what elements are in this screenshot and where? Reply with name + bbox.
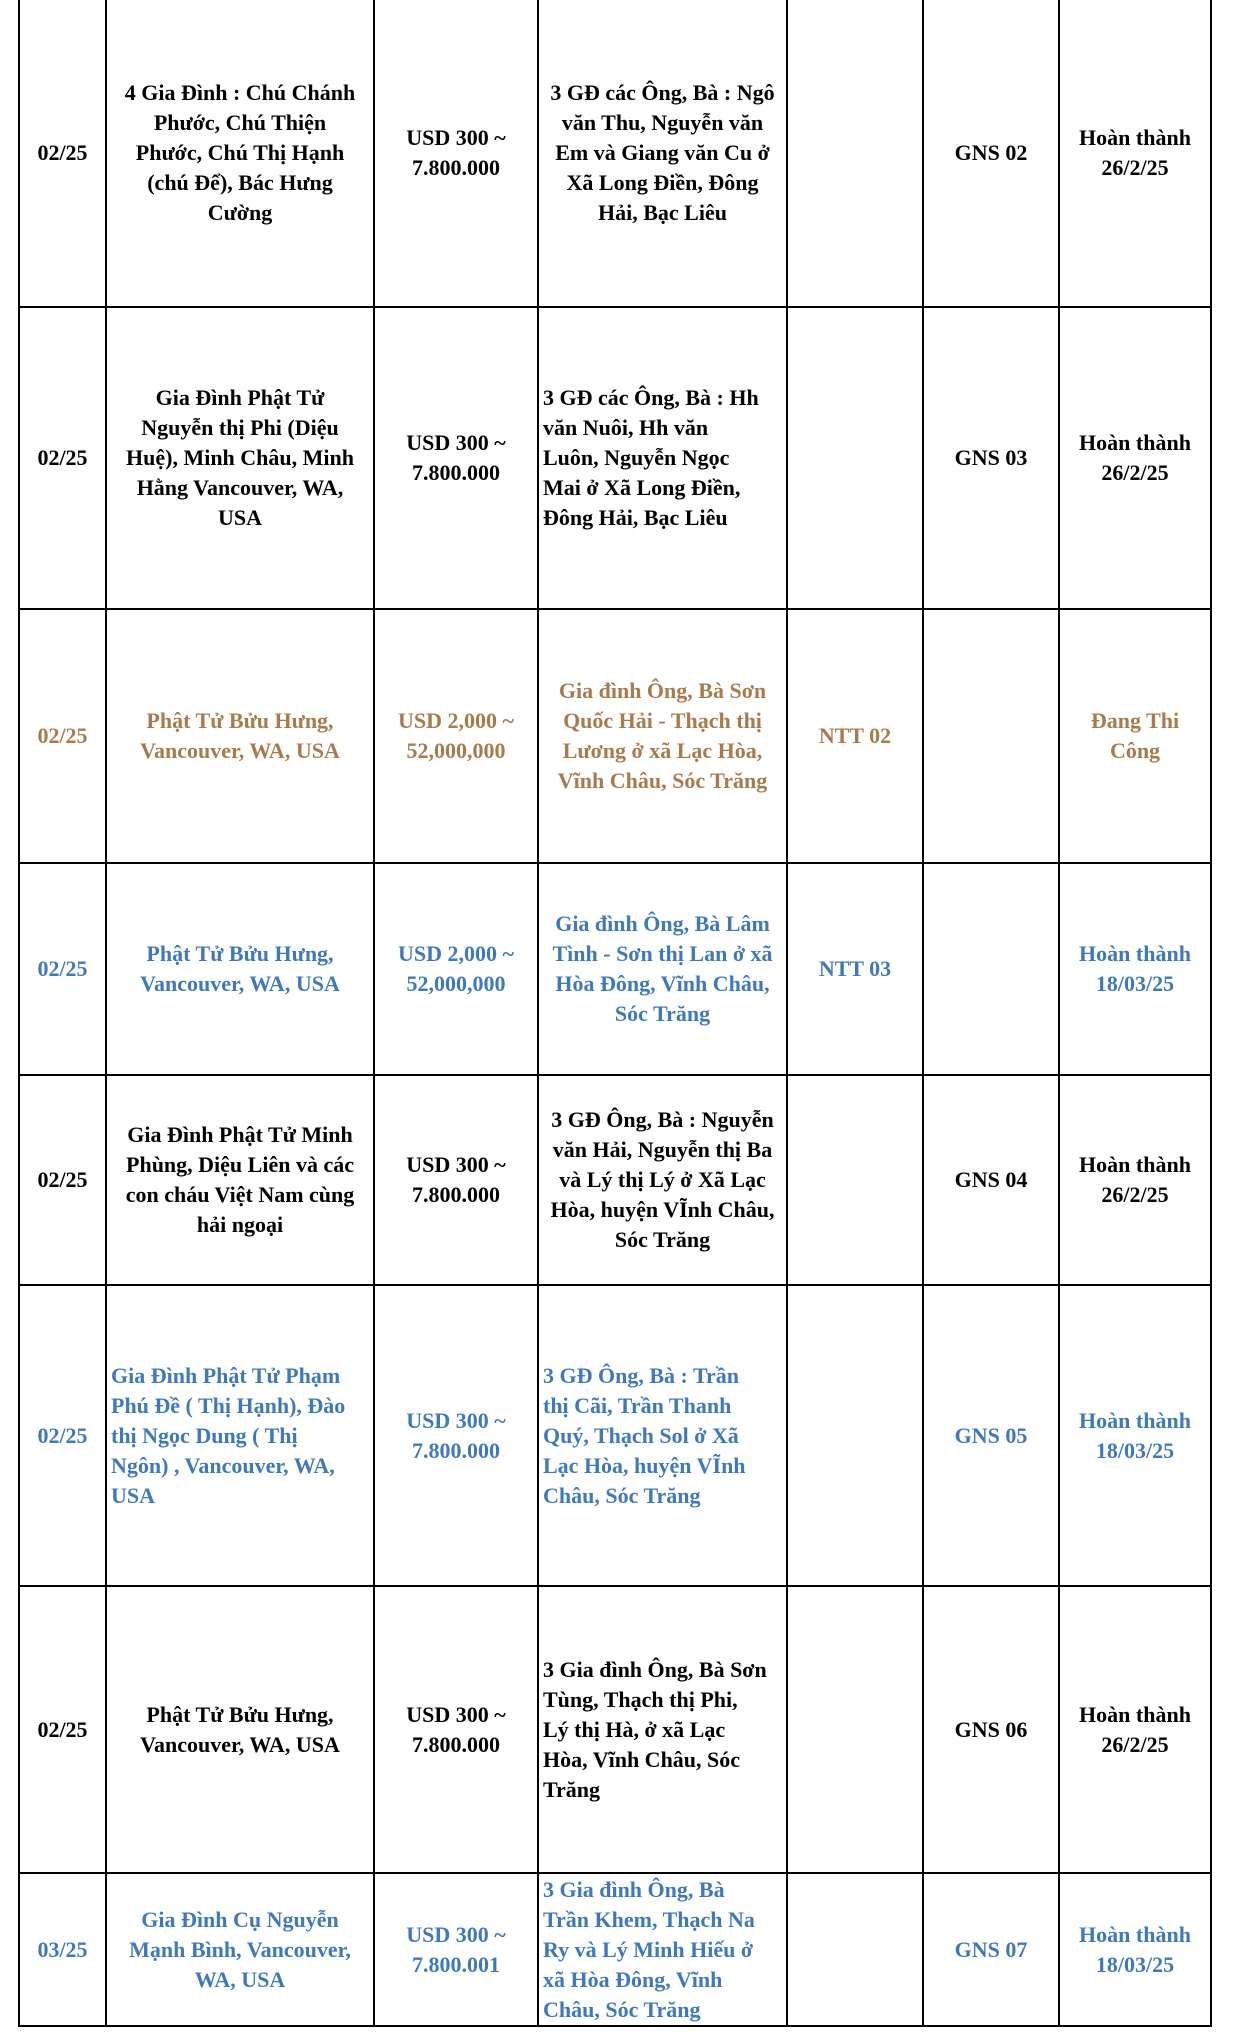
date-cell: 02/25 (19, 609, 106, 863)
status-cell: Hoàn thành 26/2/25 (1059, 1075, 1211, 1285)
recipients-cell: 3 Gia đình Ông, Bà Sơn Tùng, Thạch thị Phi, Lý thị Hà, ở xã Lạc Hòa, Vĩnh Châu, Sóc Trăng (538, 1586, 787, 1873)
gns-code-cell (923, 863, 1059, 1075)
recipients-cell: Gia đình Ông, Bà Sơn Quốc Hải - Thạch thị Lương ở xã Lạc Hòa, Vĩnh Châu, Sóc Trăng (538, 609, 787, 863)
recipients-cell: 3 GĐ các Ông, Bà : Hh văn Nuôi, Hh văn Luôn, Nguyễn Ngọc Mai ở Xã Long Điền, Đông Hải, Bạc Liêu (538, 307, 787, 609)
ntt-code-cell (787, 307, 923, 609)
table-row (19, 0, 1211, 307)
recipients-cell: 3 GĐ Ông, Bà : Nguyễn văn Hải, Nguyễn thị Ba và Lý thị Lý ở Xã Lạc Hòa, huyện VĨnh Châu, Sóc Trăng (538, 1075, 787, 1285)
table-row (19, 307, 1211, 609)
amount-cell: USD 300 ~ 7.800.000 (374, 1285, 538, 1586)
table-row (19, 609, 1211, 863)
gns-code-cell (923, 609, 1059, 863)
date-cell: 02/25 (19, 1586, 106, 1873)
donor-cell: Phật Tử Bửu Hưng, Vancouver, WA, USA (106, 609, 374, 863)
date-cell: 02/25 (19, 1285, 106, 1586)
ntt-code-cell (787, 0, 923, 307)
amount-cell: USD 2,000 ~ 52,000,000 (374, 609, 538, 863)
table-row (19, 863, 1211, 1075)
amount-cell: USD 300 ~ 7.800.001 (374, 1873, 538, 2026)
gns-code-cell: GNS 06 (923, 1586, 1059, 1873)
ntt-code-cell: NTT 02 (787, 609, 923, 863)
status-cell: Hoàn thành 18/03/25 (1059, 863, 1211, 1075)
status-cell: Hoàn thành 26/2/25 (1059, 0, 1211, 307)
ntt-code-cell (787, 1586, 923, 1873)
ntt-code-cell (787, 1075, 923, 1285)
status-cell: Đang Thi Công (1059, 609, 1211, 863)
amount-cell: USD 2,000 ~ 52,000,000 (374, 863, 538, 1075)
ntt-code-cell (787, 1873, 923, 2026)
table-row (19, 1285, 1211, 1586)
table-row (19, 1873, 1211, 2026)
gns-code-cell: GNS 07 (923, 1873, 1059, 2026)
amount-cell: USD 300 ~ 7.800.000 (374, 1075, 538, 1285)
date-cell: 02/25 (19, 307, 106, 609)
ntt-code-cell (787, 1285, 923, 1586)
date-cell: 02/25 (19, 0, 106, 307)
status-cell: Hoàn thành 26/2/25 (1059, 307, 1211, 609)
amount-cell: USD 300 ~ 7.800.000 (374, 307, 538, 609)
recipients-cell: 3 GĐ Ông, Bà : Trần thị Cãi, Trần Thanh Quý, Thạch Sol ở Xã Lạc Hòa, huyện VĨnh Châu, Sóc Trăng (538, 1285, 787, 1586)
donor-cell: Gia Đình Phật Tử Phạm Phú Đề ( Thị Hạnh), Đào thị Ngọc Dung ( Thị Ngôn) , Vancouver, WA, USA (106, 1285, 374, 1586)
date-cell: 02/25 (19, 1075, 106, 1285)
donor-cell: Gia Đình Phật Tử Nguyễn thị Phi (Diệu Huệ), Minh Châu, Minh Hằng Vancouver, WA, USA (106, 307, 374, 609)
recipients-cell: Gia đình Ông, Bà Lâm Tình - Sơn thị Lan ở xã Hòa Đông, Vĩnh Châu, Sóc Trăng (538, 863, 787, 1075)
donor-cell: Gia Đình Cụ Nguyễn Mạnh Bình, Vancouver, WA, USA (106, 1873, 374, 2026)
amount-cell: USD 300 ~ 7.800.000 (374, 0, 538, 307)
table-row (19, 1075, 1211, 1285)
gns-code-cell: GNS 02 (923, 0, 1059, 307)
status-cell: Hoàn thành 18/03/25 (1059, 1873, 1211, 2026)
table-row (19, 1586, 1211, 1873)
donor-cell: Phật Tử Bửu Hưng, Vancouver, WA, USA (106, 1586, 374, 1873)
date-cell: 02/25 (19, 863, 106, 1075)
ntt-code-cell: NTT 03 (787, 863, 923, 1075)
status-cell: Hoàn thành 18/03/25 (1059, 1285, 1211, 1586)
gns-code-cell: GNS 03 (923, 307, 1059, 609)
date-cell: 03/25 (19, 1873, 106, 2026)
gns-code-cell: GNS 05 (923, 1285, 1059, 1586)
status-cell: Hoàn thành 26/2/25 (1059, 1586, 1211, 1873)
donor-cell: Phật Tử Bửu Hưng, Vancouver, WA, USA (106, 863, 374, 1075)
amount-cell: USD 300 ~ 7.800.000 (374, 1586, 538, 1873)
recipients-cell: 3 Gia đình Ông, Bà Trần Khem, Thạch Na Ry và Lý Minh Hiếu ở xã Hòa Đông, Vĩnh Châu, Sóc Trăng (538, 1873, 787, 2026)
donation-table (18, 0, 1212, 2027)
gns-code-cell: GNS 04 (923, 1075, 1059, 1285)
recipients-cell: 3 GĐ các Ông, Bà : Ngô văn Thu, Nguyễn văn Em và Giang văn Cu ở Xã Long Điền, Đông Hải, Bạc Liêu (538, 0, 787, 307)
donor-cell: 4 Gia Đình : Chú Chánh Phước, Chú Thiện Phước, Chú Thị Hạnh (chú Để), Bác Hưng Cường (106, 0, 374, 307)
donor-cell: Gia Đình Phật Tử Minh Phùng, Diệu Liên và các con cháu Việt Nam cùng hải ngoại (106, 1075, 374, 1285)
